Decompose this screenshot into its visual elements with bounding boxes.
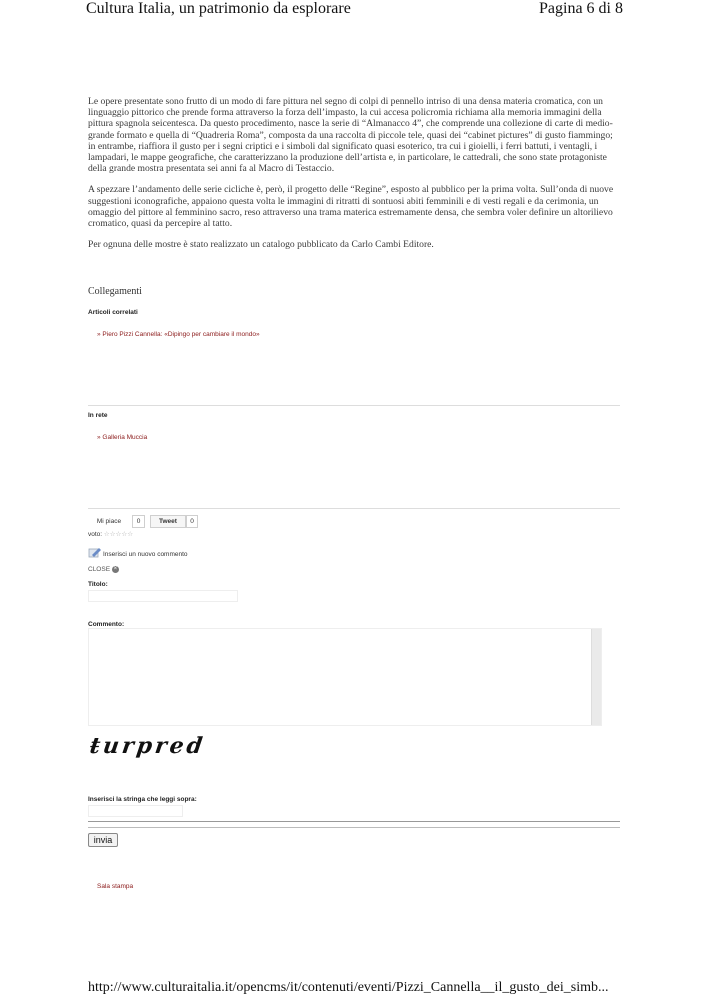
- related-article-link[interactable]: » Piero Pizzi Cannella: «Dipingo per cambiare il mondo»: [97, 331, 260, 338]
- textarea-scrollbar[interactable]: [591, 629, 601, 725]
- divider: [88, 405, 620, 406]
- web-link-galleria[interactable]: » Galleria Muccia: [97, 434, 148, 441]
- close-button[interactable]: [88, 566, 119, 573]
- press-room-link[interactable]: Sala stampa: [97, 883, 134, 890]
- pencil-icon: [88, 545, 102, 556]
- like-label: Mi piace: [96, 518, 122, 525]
- vote-row: [88, 530, 133, 538]
- article-paragraph: Le opere presentate sono frutto di un modo di fare pittura nel segno di colpi di pennello intriso di una densa materia cromatica, con un linguaggio pittorico che prende forma attraverso la forza dell’impasto, la cui accesa policromia richiama alla memoria immagini della pittura spagnola seicentesca. Da questo procedimento, nasce la serie di “Almanacco 4”, che comprende una collezione di carte di medio-grande formato e quella di “Quadreria Roma”, composta da una raccolta di piccole tele, quasi dei “cabinet pictures” di gusto fiammingo; in entrambe, riaffiora il gusto per i segni criptici e i simboli dal significato quasi esoterico, tra cui i gioielli, i ferri battuti, i ventagli, i lampadari, le mappe geografiche, che caratterizzano la produzione dell’artista e, in particolare, le cattedrali, che sono state protagoniste della grande mostra presentata sei anni fa al Macro di Testaccio.: [88, 96, 613, 175]
- article-paragraph: Per ognuna delle mostre è stato realizzato un catalogo pubblicato da Carlo Cambi Editore.: [88, 239, 434, 251]
- vote-stars[interactable]: ☆☆☆☆☆: [103, 531, 134, 538]
- captcha-image: ŧurpred: [88, 733, 207, 759]
- print-page-number: Pagina 6 di 8: [539, 0, 623, 17]
- divider: [88, 821, 620, 822]
- comment-textarea[interactable]: [88, 628, 602, 726]
- tweet-label: Tweet: [159, 518, 177, 525]
- related-articles-heading: Articoli correlati: [88, 309, 138, 316]
- tweet-button[interactable]: [150, 515, 186, 528]
- title-input[interactable]: [88, 590, 238, 602]
- title-label: Titolo:: [88, 581, 108, 588]
- submit-button[interactable]: invia: [88, 833, 118, 847]
- new-comment-link[interactable]: Inserisci un nuovo commento: [103, 551, 188, 558]
- close-label: CLOSE: [88, 566, 111, 574]
- captcha-input[interactable]: [88, 805, 183, 817]
- print-footer-url: http://www.culturaitalia.it/opencms/it/contenuti/eventi/Pizzi_Cannella__il_gusto_dei_simb...: [88, 980, 609, 995]
- article-body: [88, 96, 622, 260]
- like-count: 0: [132, 515, 145, 528]
- divider: [88, 827, 620, 828]
- comment-label: Commento:: [88, 621, 125, 628]
- close-icon: ×: [113, 566, 118, 572]
- divider: [88, 508, 620, 509]
- web-links-heading: In rete: [88, 412, 108, 419]
- like-button[interactable]: [88, 515, 130, 528]
- tweet-count: 0: [186, 515, 198, 528]
- captcha-prompt: Inserisci la stringa che leggi sopra:: [88, 796, 197, 803]
- links-heading: Collegamenti: [88, 286, 142, 297]
- article-paragraph: A spezzare l’andamento delle serie cicliche è, però, il progetto delle “Regine”, esposto al pubblico per la prima volta. Sull’onda di nuove suggestioni iconografiche, appaiono questa volta le immagini di ritratti di sontuosi abiti femminili e di vesti regali e da cerimonia, un omaggio del pittore al femminino sacro, reso attraverso una trama materica estremamente densa, che sembra voler definire un altorilievo cromatico, quasi da percepire al tatto.: [88, 184, 614, 230]
- print-header-title: Cultura Italia, un patrimonio da esplorare: [86, 0, 351, 17]
- vote-label: voto:: [88, 531, 103, 538]
